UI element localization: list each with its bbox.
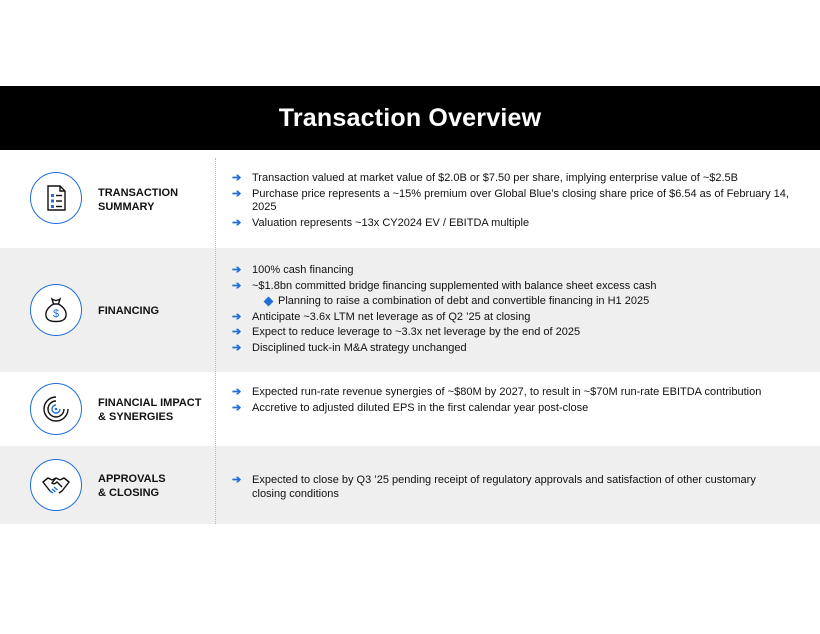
section-transaction-summary xyxy=(0,150,820,248)
list-item: ➔ ~$1.8bn committed bridge financing supplemented with balance sheet excess cash xyxy=(232,279,657,292)
document-checklist-icon xyxy=(30,172,82,224)
handshake-icon xyxy=(30,459,82,511)
section-financial-impact xyxy=(0,372,820,446)
section-financing xyxy=(0,248,820,372)
list-item: ➔ Expected to close by Q3 ’25 pending receipt of regulatory approvals and satisfaction of other customary closing conditions xyxy=(232,474,756,500)
section-label: APPROVALS & CLOSING xyxy=(98,473,166,499)
bullet-list xyxy=(232,386,792,417)
sub-list-item: Planning to raise a combination of debt and convertible financing in H1 2025 xyxy=(232,295,792,309)
bullet-list xyxy=(232,172,792,232)
list-item: ➔ Expected run-rate revenue synergies of ~$80M by 2027, to result in ~$70M run-rate EBITDA contribution xyxy=(232,386,762,398)
title-banner xyxy=(0,86,820,150)
bullet-list xyxy=(232,474,792,503)
money-bag-icon xyxy=(30,284,82,336)
svg-text:$: $ xyxy=(52,308,60,320)
bullet-list xyxy=(232,264,792,357)
list-item: ➔ Accretive to adjusted diluted EPS in the first calendar year post-close xyxy=(232,401,589,414)
section-label: FINANCING xyxy=(98,305,160,317)
list-item: ➔ Transaction valued at market value of $2.0B or $7.50 per share, implying enterprise value of ~$2.5B xyxy=(232,172,739,184)
diamond-bullet-icon xyxy=(264,297,274,307)
dotted-divider xyxy=(215,158,216,524)
list-item: ➔ Expect to reduce leverage to ~3.3x net leverage by the end of 2025 xyxy=(232,326,581,338)
list-item: ➔ Anticipate ~3.6x LTM net leverage as of Q2 ’25 at closing xyxy=(232,310,531,323)
section-label: FINANCIAL IMPACT & SYNERGIES xyxy=(98,397,202,423)
page-title: Transaction Overview xyxy=(278,103,542,132)
section-label: TRANSACTION SUMMARY xyxy=(98,187,179,213)
list-item: ➔ 100% cash financing xyxy=(232,264,354,276)
list-item: ➔ Purchase price represents a ~15% premium over Global Blue’s closing share price of $6.54 as of February 14, 2025 xyxy=(232,187,789,213)
section-approvals-closing xyxy=(0,446,820,524)
spiral-target-icon xyxy=(30,383,82,435)
list-item: ➔ Disciplined tuck-in M&A strategy unchanged xyxy=(232,341,467,354)
list-item: ➔ Valuation represents ~13x CY2024 EV / EBITDA multiple xyxy=(232,216,530,229)
